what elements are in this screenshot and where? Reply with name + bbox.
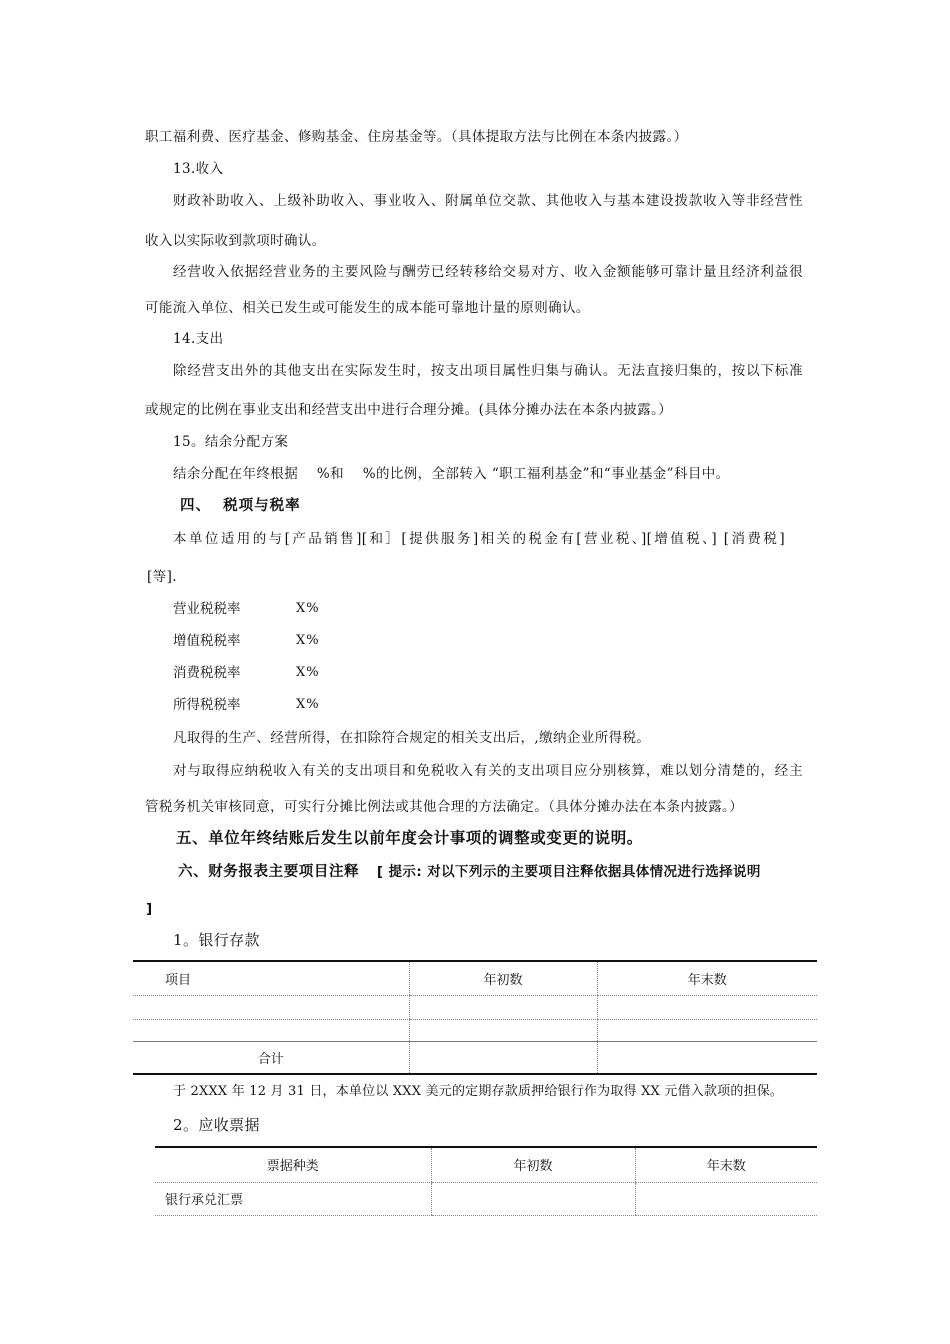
- header-year-end: 年末数: [597, 961, 817, 995]
- section-hint-line2: ]: [146, 901, 153, 917]
- paragraph-income-tax: 凡取得的生产、经营所得，在扣除符合规定的相关支出后，,缴纳企业所得税。: [173, 730, 651, 746]
- bank-deposit-title: 1。银行存款: [173, 931, 260, 949]
- paragraph-expense-split-line1: 对与取得应纳税收入有关的支出项目和免税收入有关的支出项目应分别核算，难以划分清楚的，经主: [173, 763, 803, 779]
- table-cell: [597, 1019, 817, 1041]
- subheading-income: 13.收入: [173, 161, 224, 177]
- paragraph-income-nonoperating-line2: 收入以实际收到款项时确认。: [145, 233, 326, 249]
- table-row: [155, 1182, 817, 1215]
- bank-deposit-note: 于 2XXX 年 12 月 31 日，本单位以 XXX 美元的定期存款质押给银行作为取得 XX 元借入款项的担保。: [173, 1084, 784, 1099]
- table-cell: [635, 1182, 817, 1215]
- table-cell: [431, 1182, 635, 1215]
- tax-rate-label-business: 营业税税率: [173, 601, 241, 617]
- section-heading-taxes: 四、 税项与税率: [180, 498, 301, 514]
- header-item: 项目: [133, 961, 409, 995]
- paragraph-welfare-funds: 职工福利费、医疗基金、修购基金、住房基金等。（具体提取方法与比例在本条内披露。）: [145, 129, 688, 145]
- header-note-type: 票据种类: [155, 1147, 431, 1182]
- table-row: [133, 1019, 817, 1041]
- total-year-end: [597, 1041, 817, 1074]
- notes-receivable-table: [155, 1146, 817, 1216]
- paragraph-applicable-taxes-line1: 本单位适用的与[产品销售][和］[提供服务]相关的税金有[营业税、][增值税、] [消费税]: [173, 531, 785, 547]
- paragraph-income-nonoperating-line1: 财政补助收入、上级补助收入、事业收入、附属单位交款、其他收入与基本建设拨款收入等非经营性: [173, 193, 803, 209]
- subheading-expenditure: 14.支出: [173, 331, 224, 347]
- total-label: 合计: [257, 1051, 284, 1067]
- header-year-begin: 年初数: [431, 1147, 635, 1182]
- table-row: [133, 995, 817, 1019]
- tax-rate-value-business: X%: [296, 601, 320, 616]
- paragraph-expenditure-line2: 或规定的比例在事业支出和经营支出中进行合理分摊。(具体分摊办法在本条内披露。）: [145, 402, 673, 418]
- paragraph-income-operating-line2: 可能流入单位、相关已发生或可能发生的成本能可靠地计量的原则确认。: [145, 300, 590, 316]
- tax-rate-label-consumption: 消费税税率: [173, 665, 241, 681]
- paragraph-surplus-distribution: 结余分配在年终根据 %和 %的比例，全部转入 “职工福利基金”和“事业基金”科目中。: [173, 466, 730, 482]
- tax-rate-value-consumption: X%: [296, 665, 320, 680]
- section-heading-statement-notes: [178, 863, 761, 881]
- total-row: [133, 1041, 817, 1074]
- notes-receivable-title: 2。应收票据: [173, 1116, 260, 1134]
- subheading-surplus-distribution: 15。结余分配方案: [173, 434, 289, 450]
- table-header-row: [133, 961, 817, 995]
- paragraph-applicable-taxes-line2: [等].: [147, 569, 177, 585]
- paragraph-expenditure-line1: 除经营支出外的其他支出在实际发生时，按支出项目属性归集与确认。无法直接归集的，按以下标准: [173, 363, 803, 379]
- table-cell: [133, 1019, 409, 1041]
- table-cell: [409, 995, 597, 1019]
- bank-deposit-table: [133, 960, 817, 1075]
- section-heading-text: 六、财务报表主要项目注释: [178, 864, 360, 880]
- section-heading-prior-year-adjustments: 五、单位年终结账后发生以前年度会计事项的调整或变更的说明。: [176, 829, 643, 847]
- table-header-row: [155, 1147, 817, 1182]
- table-cell: [133, 995, 409, 1019]
- tax-rate-value-income: X%: [296, 697, 320, 712]
- table-cell: [409, 1019, 597, 1041]
- total-year-begin: [409, 1041, 597, 1074]
- paragraph-expense-split-line2: 管税务机关审核同意，可实行分摊比例法或其他合理的方法确定。（具体分摊办法在本条内披露。）: [145, 799, 744, 815]
- tax-rate-label-vat: 增值税税率: [173, 633, 241, 649]
- tax-rate-value-vat: X%: [296, 633, 320, 648]
- table-cell: [597, 995, 817, 1019]
- header-year-end: 年末数: [635, 1147, 817, 1182]
- header-year-begin: 年初数: [409, 961, 597, 995]
- table-cell-note-type: 银行承兑汇票: [155, 1182, 431, 1215]
- paragraph-income-operating-line1: 经营收入依据经营业务的主要风险与酬劳已经转移给交易对方、收入金额能够可靠计量且经济利益很: [173, 264, 803, 280]
- tax-rate-label-income: 所得税税率: [173, 697, 241, 713]
- section-hint-line1: [ 提示: 对以下列示的主要项目注释依据具体情况进行选择说明: [376, 864, 761, 880]
